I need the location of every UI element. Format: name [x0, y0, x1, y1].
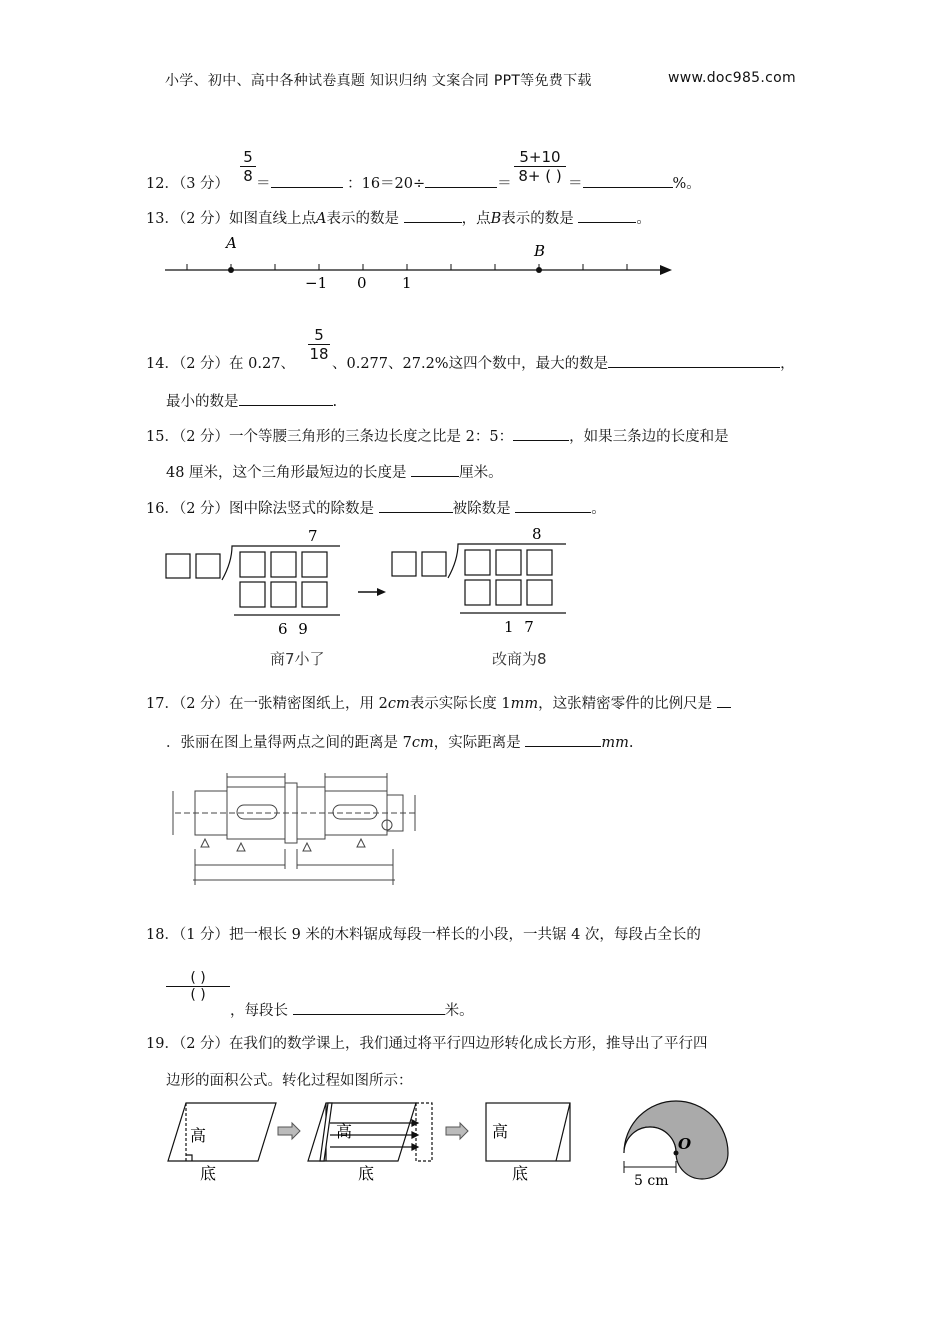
point-b-dot [536, 267, 542, 273]
q14-text-right [332, 352, 795, 373]
q14-fraction-numerator: 5 [314, 326, 324, 344]
q13-blank-b[interactable] [578, 208, 636, 223]
q18-fraction-numerator: ( ) [190, 970, 206, 986]
q19-number: 19． [146, 1036, 179, 1052]
q12-fraction-1 [240, 148, 256, 185]
q18-fraction-blank[interactable] [166, 970, 230, 1003]
q13-var-a: A [316, 211, 327, 227]
q13-text-e: 。 [636, 211, 651, 227]
q17-line2-unit-cm: cm [411, 735, 434, 751]
q17-number: 17． [146, 696, 179, 712]
q17-unit-mm: mm [510, 696, 539, 712]
q14-text-c: ， [780, 356, 795, 372]
header-url[interactable]: www.doc985.com [668, 70, 796, 86]
q18-line2-a: ，每段长 [230, 1003, 288, 1019]
q17-line2 [166, 731, 633, 752]
q12-fraction-2-denominator: 8+ ( ) [518, 167, 562, 185]
q18-number: 18． [146, 927, 179, 943]
q12-equals-2: ＝ [497, 176, 512, 192]
tick-label-neg1: −1 [305, 274, 328, 292]
q12-fraction-2 [514, 148, 566, 185]
q14-line2 [166, 390, 337, 411]
q17-unit-cm: cm [387, 696, 410, 712]
fig1-quotient: 7 [308, 527, 318, 545]
q15-text-a: 一个等腰三角形的三条边长度之比是 2：5： [229, 429, 514, 445]
q15-blank-shortest[interactable] [411, 462, 459, 477]
q13-text-c: ，点 [461, 211, 491, 227]
q13-var-b: B [490, 211, 502, 227]
q15-score: （2 分） [178, 429, 230, 445]
q15-number: 15． [146, 429, 179, 445]
number-line-ticks [187, 264, 627, 270]
q17-text-a: 在一张精密图纸上，用 2 [229, 696, 388, 712]
arrow-icon [358, 588, 386, 596]
q16-text-a: 图中除法竖式的除数是 [229, 501, 375, 517]
point-a-label: A [226, 234, 237, 252]
q13-score: （2 分） [178, 211, 230, 227]
q19-line1 [146, 1032, 708, 1053]
point-a-dot [228, 267, 234, 273]
q16-text [146, 497, 606, 518]
q16-blank-dividend[interactable] [515, 498, 591, 513]
q17-line2-b: ，实际距离是 [433, 735, 521, 751]
q16-number: 16． [146, 501, 179, 517]
divisor-box-2 [196, 554, 220, 578]
q12-fraction-2-numerator: 5+10 [519, 148, 561, 166]
q19-line2: 边形的面积公式。转化过程如图所示： [166, 1073, 413, 1089]
label-o: O [678, 1135, 692, 1153]
tick-label-0: 0 [357, 274, 367, 292]
label-height-2: 高 [336, 1122, 353, 1141]
q13-text-d: 表示的数是 [501, 211, 574, 227]
q12-percent-tail: %。 [672, 176, 701, 192]
q18-fraction-denominator: ( ) [190, 987, 206, 1003]
q12-equals-3: ＝ [568, 176, 583, 192]
q12-fraction-1-denominator: 8 [243, 167, 253, 185]
q15-line2-a: 48 厘米，这个三角形最短边的长度是 [166, 465, 407, 481]
q16-score: （2 分） [178, 501, 230, 517]
q19-score: （2 分） [178, 1036, 230, 1052]
q18-text-a: 把一根长 9 米的木料锯成每段一样长的小段，一共锯 4 次，每段占全长的 [229, 927, 701, 943]
q15-line1 [146, 425, 729, 446]
q14-blank-max[interactable] [608, 353, 780, 368]
q17-blank-distance[interactable] [525, 732, 601, 747]
q17-text-c: ，这张精密零件的比例尺是 [538, 696, 713, 712]
divisor-box-1 [166, 554, 190, 578]
q12-blank-1[interactable] [271, 173, 343, 188]
point-b-label: B [534, 242, 546, 260]
q17-line1 [146, 692, 731, 713]
q13-number: 13． [146, 211, 179, 227]
q17-line2-a: ．张丽在图上量得两点之间的距离是 7 [166, 735, 412, 751]
q17-line2-c: . [628, 735, 634, 751]
arrow-right-icon [278, 1123, 300, 1139]
q14-line2-b: . [332, 394, 338, 410]
q14-text-a: 在 0.27、 [229, 356, 295, 372]
q12-fraction-1-numerator: 5 [243, 148, 253, 166]
q19-text-a: 在我们的数学课上，我们通过将平行四边形转化成长方形，推导出了平行四 [229, 1036, 708, 1052]
q13-text-a: 如图直线上点 [229, 211, 317, 227]
q16-division-figure [160, 522, 580, 672]
q12-blank-2[interactable] [425, 173, 497, 188]
q17-score: （2 分） [178, 696, 230, 712]
q14-text-left [146, 352, 295, 373]
fig2-remainder: 1 7 [504, 618, 534, 636]
fig1-caption: 商7小了 [270, 650, 325, 668]
q17-blank-scale[interactable] [717, 693, 731, 708]
q18-blank-length[interactable] [293, 1000, 445, 1015]
q14-line2-a: 最小的数是 [166, 394, 239, 410]
q16-blank-divisor[interactable] [379, 498, 453, 513]
q14-blank-min[interactable] [239, 391, 333, 406]
q18-score: （1 分） [178, 927, 230, 943]
label-height-3: 高 [492, 1122, 509, 1141]
label-base-1: 底 [200, 1164, 217, 1183]
q18-line2 [230, 999, 474, 1020]
tick-label-1: 1 [402, 274, 412, 292]
q18-line1 [146, 923, 701, 944]
q12-equals-1: ＝ [256, 176, 271, 192]
q16-text-b: 被除数是 [452, 501, 511, 517]
q16-text-c: 。 [591, 501, 606, 517]
q15-text-b: ，如果三条边的长度和是 [569, 429, 729, 445]
q14-fraction [308, 326, 330, 363]
label-5cm: 5 cm [634, 1173, 669, 1189]
q12-blank-3[interactable] [583, 173, 673, 188]
q14-score: （2 分） [178, 356, 230, 372]
q13-blank-a[interactable] [404, 208, 462, 223]
q13-text-b: 表示的数是 [326, 211, 400, 227]
q18-line2-b: 米。 [444, 1003, 474, 1019]
parallelogram [168, 1103, 276, 1161]
q12-score: （3 分） [178, 176, 230, 192]
q15-line2-b: 厘米。 [459, 465, 503, 481]
q12-colon-text: ：16＝20÷ [347, 176, 426, 192]
q14-fraction-denominator: 18 [309, 345, 329, 363]
q17-line2-unit-mm: mm [601, 735, 629, 751]
fig2-quotient: 8 [532, 525, 542, 543]
fig1-remainder: 6 9 [278, 620, 308, 638]
q17-text-b: 表示实际长度 1 [409, 696, 511, 712]
header-promo-text: 小学、初中、高中各种试卷真题 知识归纳 文案合同 PPT等免费下载 [165, 73, 592, 89]
q14-number: 14． [146, 356, 179, 372]
q19-transformation-figure [160, 1095, 740, 1190]
q14-text-b: 、0.277、27.2%这四个数中，最大的数是 [332, 356, 609, 372]
semicircle-figure [624, 1101, 728, 1179]
q15-line2 [166, 461, 503, 482]
q12-number-score [146, 172, 229, 193]
label-base-2: 底 [358, 1164, 375, 1183]
label-base-3: 底 [512, 1164, 529, 1183]
division-right [392, 544, 566, 613]
fig2-caption: 改商为8 [492, 650, 547, 668]
arrow-right-icon [446, 1123, 468, 1139]
division-left [166, 546, 340, 615]
q17-engineering-drawing [165, 765, 425, 895]
label-height-1: 高 [190, 1126, 207, 1145]
q15-blank-ratio[interactable] [513, 426, 569, 441]
q13-number-line [160, 234, 680, 294]
number-line-arrow [660, 265, 672, 275]
q13-text [146, 207, 651, 228]
q12-number: 12． [146, 176, 179, 192]
